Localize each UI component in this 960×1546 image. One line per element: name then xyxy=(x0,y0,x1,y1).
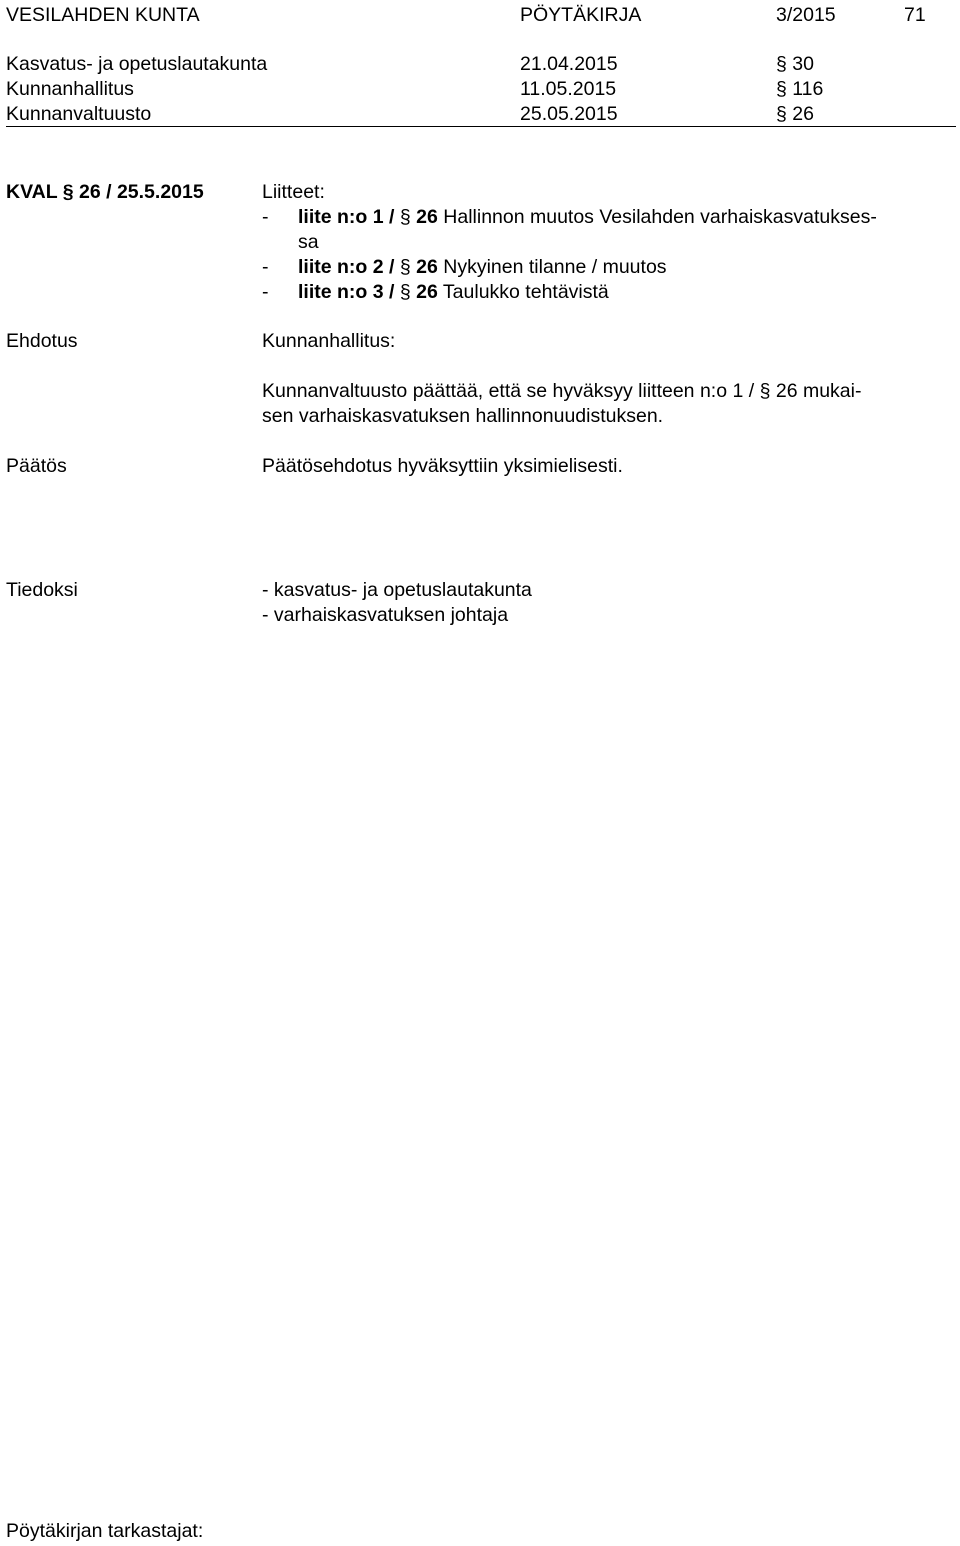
notice-recipient: - kasvatus- ja opetuslautakunta xyxy=(262,579,532,601)
proposal-text-continuation: sen varhaiskasvatuksen hallinnonuudistuksen. xyxy=(262,405,664,427)
section-sign-icon: § xyxy=(776,103,787,125)
attachment-item-text: liite n:o 2 / § 26 Nykyinen tilanne / muutos xyxy=(298,256,667,278)
section-sign-icon: § xyxy=(759,380,771,402)
header-divider xyxy=(6,126,956,127)
body-date: 21.04.2015 xyxy=(520,53,618,75)
body-section: § 30 xyxy=(776,53,814,75)
body-name: Kunnanhallitus xyxy=(6,78,134,100)
attachment-item-text: liite n:o 1 / § 26 Hallinnon muutos Vesilahden varhaiskasvatukses- xyxy=(298,206,877,228)
section-sign-icon: § xyxy=(399,256,411,278)
body-name: Kasvatus- ja opetuslautakunta xyxy=(6,53,268,75)
notice-label: Tiedoksi xyxy=(6,579,78,601)
proposer: Kunnanhallitus: xyxy=(262,330,396,352)
decision-label: Päätös xyxy=(6,455,67,477)
document-type: PÖYTÄKIRJA xyxy=(520,4,642,26)
attachment-item: - xyxy=(262,206,269,228)
body-name: Kunnanvaltuusto xyxy=(6,103,152,125)
item-reference: KVAL § 26 / 25.5.2015 xyxy=(6,181,204,203)
attachment-item: - xyxy=(262,256,269,278)
proposal-label: Ehdotus xyxy=(6,330,78,352)
page-number: 71 xyxy=(904,4,926,26)
section-sign-icon: § xyxy=(62,181,74,203)
proposal-text: Kunnanvaltuusto päättää, että se hyväksyy liitteen n:o 1 / § 26 mukai- xyxy=(262,380,862,402)
body-date: 25.05.2015 xyxy=(520,103,618,125)
section-sign-icon: § xyxy=(776,78,787,100)
body-section: § 26 xyxy=(776,103,814,125)
attachment-item-continuation: sa xyxy=(298,231,319,253)
body-date: 11.05.2015 xyxy=(520,78,617,100)
section-sign-icon: § xyxy=(399,281,411,303)
attachment-item: - xyxy=(262,281,269,303)
notice-recipient: - varhaiskasvatuksen johtaja xyxy=(262,604,509,626)
attachment-item-text: liite n:o 3 / § 26 Taulukko tehtävistä xyxy=(298,281,609,303)
section-sign-icon: § xyxy=(399,206,411,228)
attachments-label: Liitteet: xyxy=(262,181,325,203)
decision-text: Päätösehdotus hyväksyttiin yksimielisesti. xyxy=(262,455,623,477)
reviewers-label: Pöytäkirjan tarkastajat: xyxy=(6,1520,204,1542)
section-sign-icon: § xyxy=(776,53,787,75)
body-section: § 116 xyxy=(776,78,824,100)
municipality-name: VESILAHDEN KUNTA xyxy=(6,4,200,26)
issue-number: 3/2015 xyxy=(776,4,836,26)
